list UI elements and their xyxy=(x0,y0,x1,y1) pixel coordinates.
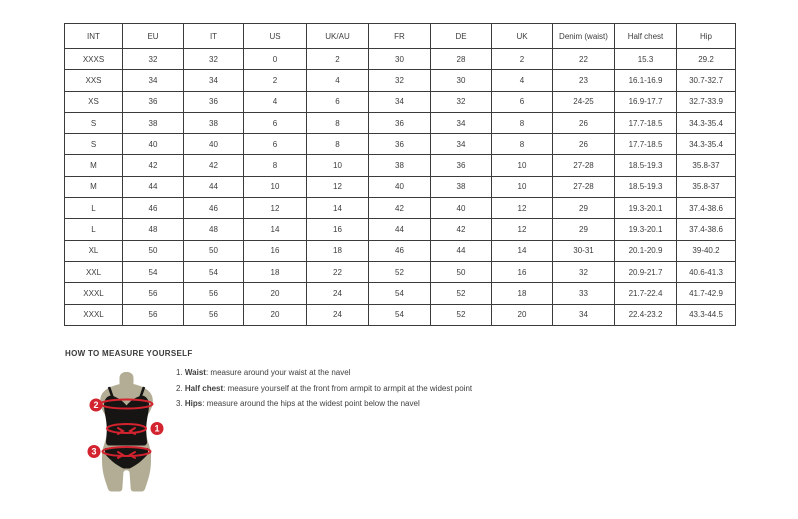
size-cell: 32 xyxy=(431,91,492,112)
size-cell: 10 xyxy=(307,155,369,176)
size-cell: L xyxy=(65,198,123,219)
size-cell: 16 xyxy=(244,240,307,261)
size-cell: 32 xyxy=(369,70,431,91)
size-cell: 20.1-20.9 xyxy=(615,240,677,261)
size-cell: 40 xyxy=(369,176,431,197)
size-cell: 35.8-37 xyxy=(677,176,736,197)
size-cell: XXL xyxy=(65,261,123,282)
size-cell: 14 xyxy=(492,240,553,261)
size-cell: 27-28 xyxy=(553,155,615,176)
size-cell: 36 xyxy=(431,155,492,176)
size-cell: 36 xyxy=(369,112,431,133)
step-number: 2. xyxy=(176,383,183,393)
size-chart-body xyxy=(65,49,736,326)
size-cell: 34 xyxy=(553,304,615,325)
size-cell: 4 xyxy=(307,70,369,91)
size-cell: 2 xyxy=(244,70,307,91)
size-cell: 6 xyxy=(492,91,553,112)
size-cell: 40 xyxy=(123,134,184,155)
column-header: Hip xyxy=(677,24,736,49)
size-cell: 23 xyxy=(553,70,615,91)
size-row xyxy=(65,112,736,133)
column-header: EU xyxy=(123,24,184,49)
size-cell: 10 xyxy=(492,155,553,176)
size-cell: 48 xyxy=(123,219,184,240)
size-cell: 16 xyxy=(307,219,369,240)
size-cell: 48 xyxy=(184,219,244,240)
size-row xyxy=(65,155,736,176)
size-cell: 40.6-41.3 xyxy=(677,261,736,282)
size-cell: M xyxy=(65,176,123,197)
size-row xyxy=(65,49,736,70)
size-cell: 14 xyxy=(307,198,369,219)
size-cell: 50 xyxy=(123,240,184,261)
size-cell: 35.8-37 xyxy=(677,155,736,176)
size-cell: 27-28 xyxy=(553,176,615,197)
size-row xyxy=(65,261,736,282)
size-cell: 12 xyxy=(244,198,307,219)
size-cell: 46 xyxy=(123,198,184,219)
size-cell: M xyxy=(65,155,123,176)
mannequin-figure xyxy=(80,372,172,492)
measure-step-hips xyxy=(176,399,472,409)
size-cell: 34 xyxy=(431,134,492,155)
step-number: 3. xyxy=(176,399,183,409)
size-cell: 42 xyxy=(184,155,244,176)
size-row xyxy=(65,304,736,325)
size-cell: 56 xyxy=(123,304,184,325)
size-cell: 46 xyxy=(369,240,431,261)
size-cell: 18 xyxy=(492,283,553,304)
size-cell: XS xyxy=(65,91,123,112)
size-cell: 12 xyxy=(492,198,553,219)
size-cell: 19.3-20.1 xyxy=(615,198,677,219)
size-cell: 19.3-20.1 xyxy=(615,219,677,240)
size-cell: 32 xyxy=(184,49,244,70)
size-cell: 20 xyxy=(492,304,553,325)
size-cell: 15.3 xyxy=(615,49,677,70)
size-cell: XXXL xyxy=(65,304,123,325)
size-row xyxy=(65,91,736,112)
size-cell: 37.4-38.6 xyxy=(677,198,736,219)
size-cell: 43.3-44.5 xyxy=(677,304,736,325)
size-cell: 44 xyxy=(184,176,244,197)
size-cell: 20 xyxy=(244,283,307,304)
size-cell: 17.7-18.5 xyxy=(615,134,677,155)
step-label: Hips xyxy=(184,399,203,409)
size-cell: 26 xyxy=(553,112,615,133)
size-cell: 41.7-42.9 xyxy=(677,283,736,304)
size-row xyxy=(65,198,736,219)
size-cell: 10 xyxy=(492,176,553,197)
size-cell: 10 xyxy=(244,176,307,197)
size-cell: 40 xyxy=(431,198,492,219)
size-cell: 30.7-32.7 xyxy=(677,70,736,91)
size-cell: XXS xyxy=(65,70,123,91)
size-cell: 52 xyxy=(431,304,492,325)
column-header: FR xyxy=(369,24,431,49)
size-chart-table xyxy=(64,23,736,326)
step-number: 1. xyxy=(176,368,183,377)
size-chart-header-row xyxy=(65,24,736,49)
size-cell: 54 xyxy=(369,283,431,304)
size-cell: 6 xyxy=(307,91,369,112)
size-cell: 44 xyxy=(123,176,184,197)
size-cell: 4 xyxy=(492,70,553,91)
size-cell: 18 xyxy=(307,240,369,261)
column-header: Half chest xyxy=(615,24,677,49)
size-row xyxy=(65,219,736,240)
size-cell: 40 xyxy=(184,134,244,155)
size-cell: 20.9-21.7 xyxy=(615,261,677,282)
size-cell: 20 xyxy=(244,304,307,325)
size-cell: 36 xyxy=(369,134,431,155)
size-cell: 8 xyxy=(492,134,553,155)
size-cell: 37.4-38.6 xyxy=(677,219,736,240)
size-cell: 34 xyxy=(123,70,184,91)
size-cell: 4 xyxy=(244,91,307,112)
size-cell: 46 xyxy=(184,198,244,219)
size-cell: 32.7-33.9 xyxy=(677,91,736,112)
size-cell: 26 xyxy=(553,134,615,155)
size-cell: 2 xyxy=(492,49,553,70)
column-header: INT xyxy=(65,24,123,49)
step-label: Half chest xyxy=(184,383,224,393)
size-cell: 16.9-17.7 xyxy=(615,91,677,112)
size-cell: 12 xyxy=(492,219,553,240)
size-cell: 28 xyxy=(431,49,492,70)
size-cell: 24-25 xyxy=(553,91,615,112)
size-cell: 22.4-23.2 xyxy=(615,304,677,325)
measure-steps xyxy=(176,368,472,415)
size-cell: XL xyxy=(65,240,123,261)
size-cell: 54 xyxy=(369,304,431,325)
size-cell: 33 xyxy=(553,283,615,304)
size-cell: S xyxy=(65,134,123,155)
size-cell: 34 xyxy=(369,91,431,112)
size-cell: 22 xyxy=(553,49,615,70)
size-cell: 52 xyxy=(431,283,492,304)
size-cell: 38 xyxy=(184,112,244,133)
size-cell: 8 xyxy=(307,112,369,133)
size-cell: 42 xyxy=(369,198,431,219)
size-cell: 16 xyxy=(492,261,553,282)
size-cell: 6 xyxy=(244,134,307,155)
size-cell: 29.2 xyxy=(677,49,736,70)
measure-heading: HOW TO MEASURE YOURSELF xyxy=(65,349,193,358)
size-cell: 54 xyxy=(123,261,184,282)
size-cell: 18 xyxy=(244,261,307,282)
size-cell: 29 xyxy=(553,198,615,219)
size-cell: 38 xyxy=(123,112,184,133)
step-text: : measure around the hips at the widest point below the navel xyxy=(202,399,420,409)
badge-1-number: 1 xyxy=(154,423,160,434)
size-cell: 8 xyxy=(244,155,307,176)
size-cell: 52 xyxy=(369,261,431,282)
size-cell: 17.7-18.5 xyxy=(615,112,677,133)
size-cell: 38 xyxy=(369,155,431,176)
step-label: Waist xyxy=(184,368,206,377)
badge-2-number: 2 xyxy=(93,400,99,411)
size-cell: 12 xyxy=(307,176,369,197)
size-cell: 16.1-16.9 xyxy=(615,70,677,91)
size-cell: 42 xyxy=(431,219,492,240)
column-header: IT xyxy=(184,24,244,49)
step-text: : measure around your waist at the navel xyxy=(205,368,351,377)
size-cell: 39-40.2 xyxy=(677,240,736,261)
size-cell: 24 xyxy=(307,304,369,325)
size-cell: 54 xyxy=(184,261,244,282)
size-cell: 38 xyxy=(431,176,492,197)
size-row xyxy=(65,283,736,304)
size-cell: 50 xyxy=(184,240,244,261)
column-header: Denim (waist) xyxy=(553,24,615,49)
size-cell: 22 xyxy=(307,261,369,282)
size-row xyxy=(65,176,736,197)
size-cell: S xyxy=(65,112,123,133)
size-cell: 30-31 xyxy=(553,240,615,261)
size-cell: 56 xyxy=(184,283,244,304)
size-cell: XXXS xyxy=(65,49,123,70)
size-cell: 34 xyxy=(431,112,492,133)
size-cell: XXXL xyxy=(65,283,123,304)
column-header: DE xyxy=(431,24,492,49)
measure-step-half-chest xyxy=(176,384,472,394)
size-cell: 30 xyxy=(369,49,431,70)
size-row xyxy=(65,70,736,91)
column-header: US xyxy=(244,24,307,49)
size-cell: 24 xyxy=(307,283,369,304)
column-header: UK xyxy=(492,24,553,49)
size-cell: 2 xyxy=(307,49,369,70)
size-cell: 56 xyxy=(123,283,184,304)
size-cell: 18.5-19.3 xyxy=(615,176,677,197)
size-cell: 0 xyxy=(244,49,307,70)
size-cell: 32 xyxy=(123,49,184,70)
size-cell: 36 xyxy=(184,91,244,112)
size-cell: 8 xyxy=(492,112,553,133)
size-cell: 14 xyxy=(244,219,307,240)
size-cell: 34.3-35.4 xyxy=(677,112,736,133)
size-cell: 21.7-22.4 xyxy=(615,283,677,304)
measure-step-waist xyxy=(176,368,472,378)
size-cell: 18.5-19.3 xyxy=(615,155,677,176)
size-cell: 29 xyxy=(553,219,615,240)
size-cell: 30 xyxy=(431,70,492,91)
size-cell: 44 xyxy=(431,240,492,261)
size-cell: 56 xyxy=(184,304,244,325)
size-cell: L xyxy=(65,219,123,240)
size-row xyxy=(65,134,736,155)
size-cell: 42 xyxy=(123,155,184,176)
mannequin-illustration-icon xyxy=(80,372,172,492)
size-cell: 32 xyxy=(553,261,615,282)
size-cell: 44 xyxy=(369,219,431,240)
column-header: UK/AU xyxy=(307,24,369,49)
step-text: : measure yourself at the front from armpit to armpit at the widest point xyxy=(223,383,473,393)
badge-3-number: 3 xyxy=(91,446,97,457)
size-cell: 6 xyxy=(244,112,307,133)
size-cell: 34 xyxy=(184,70,244,91)
size-cell: 8 xyxy=(307,134,369,155)
size-cell: 50 xyxy=(431,261,492,282)
size-row xyxy=(65,240,736,261)
size-cell: 36 xyxy=(123,91,184,112)
size-cell: 34.3-35.4 xyxy=(677,134,736,155)
